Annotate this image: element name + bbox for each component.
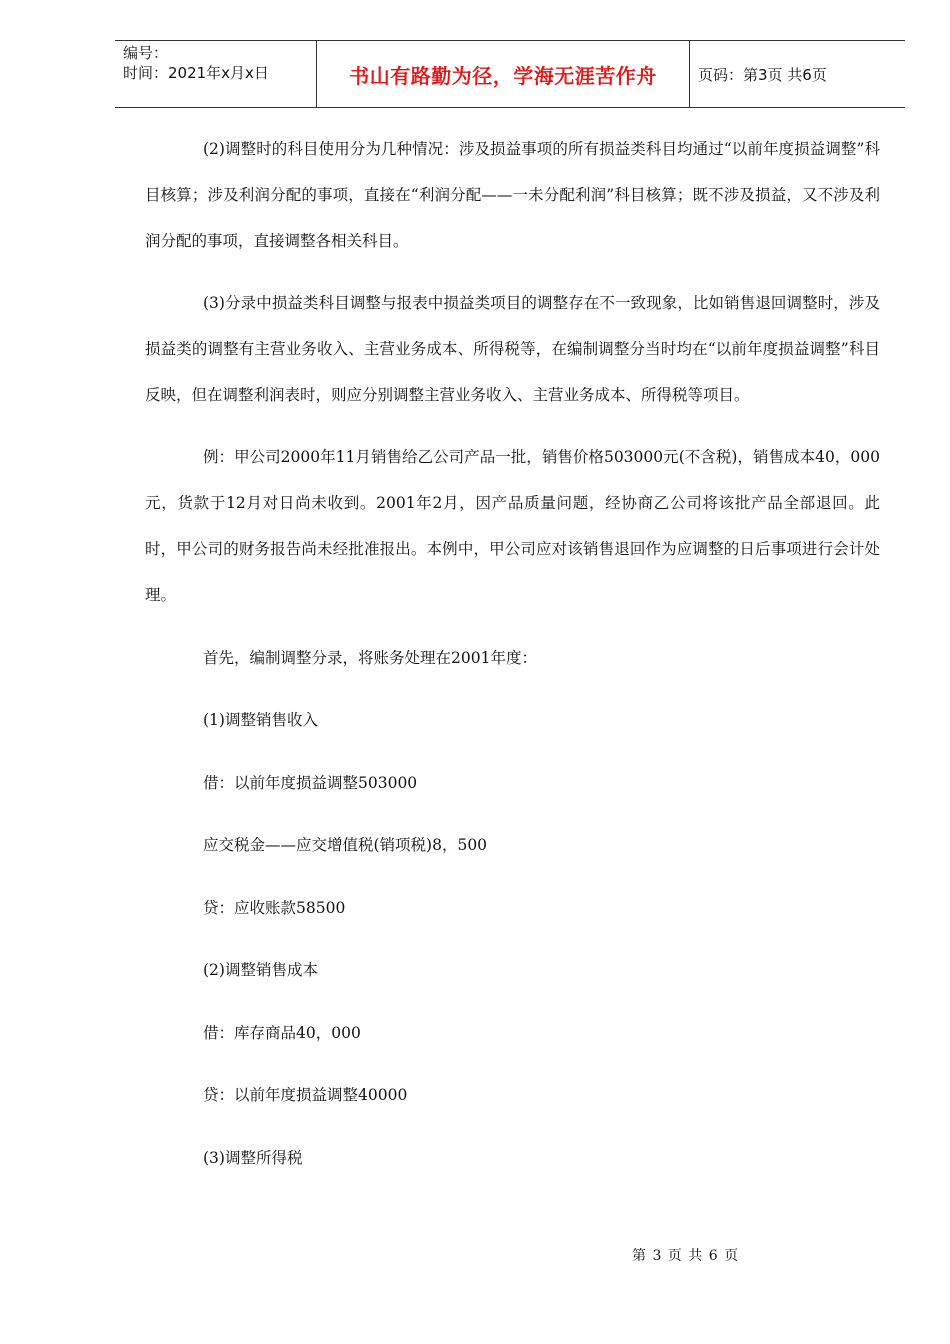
- time-label: 时间：2021年x月x日: [123, 64, 269, 82]
- line-step-1: (1)调整销售收入: [203, 711, 318, 729]
- header-page-info: 页码：第3页 共6页: [698, 65, 827, 84]
- paragraph-example: 例：甲公司2000年11月销售给乙公司产品一批，销售价格503000元(不含税)，销售成本40，000元，货款于12月对日尚未收到。2001年2月，因产品质量问题，经协商乙公司将该批产品全部退回。此时，甲公司的财务报告尚未经批准报出。本例中，甲公司应对该销售退回作为应调整的日后事项进行会计处理。: [145, 448, 880, 604]
- document-header: [115, 40, 905, 108]
- line-step-2: (2)调整销售成本: [203, 961, 318, 979]
- page-footer: 第 3 页 共 6 页: [632, 1248, 740, 1264]
- line-entry: 应交税金——应交增值税(销项税)8，500: [203, 836, 488, 854]
- line-intro: 首先，编制调整分录，将账务处理在2001年度：: [203, 648, 537, 667]
- header-motto: 书山有路勤为径，学海无涯苦作舟: [316, 41, 690, 107]
- paragraph-adjust-accounts: (2)调整时的科目使用分为几种情况：涉及损益事项的所有损益类科目均通过“以前年度损益调整”科目核算；涉及利润分配的事项，直接在“利润分配——一未分配利润”科目核算；既不涉及损益，又不涉及利润分配的事项，直接调整各相关科目。: [145, 140, 880, 250]
- document-body: [145, 126, 880, 1181]
- line-entry: 贷：以前年度损益调整40000: [203, 1086, 408, 1104]
- line-step-3: (3)调整所得税: [203, 1148, 303, 1167]
- header-meta: [115, 41, 316, 107]
- paragraph-inconsistency: (3)分录中损益类科目调整与报表中损益类项目的调整存在不一致现象，比如销售退回调整时，涉及损益类的调整有主营业务收入、主营业务成本、所得税等，在编制调整分当时均在“以前年度损益调整”科目反映，但在调整利润表时，则应分别调整主营业务收入、主营业务成本、所得税等项目。: [145, 294, 880, 404]
- line-entry: 贷：应收账款58500: [203, 898, 346, 917]
- serial-number-label: 编号：: [123, 44, 169, 62]
- line-entry: 借：以前年度损益调整503000: [203, 773, 418, 792]
- line-entry: 借：库存商品40，000: [203, 1023, 361, 1042]
